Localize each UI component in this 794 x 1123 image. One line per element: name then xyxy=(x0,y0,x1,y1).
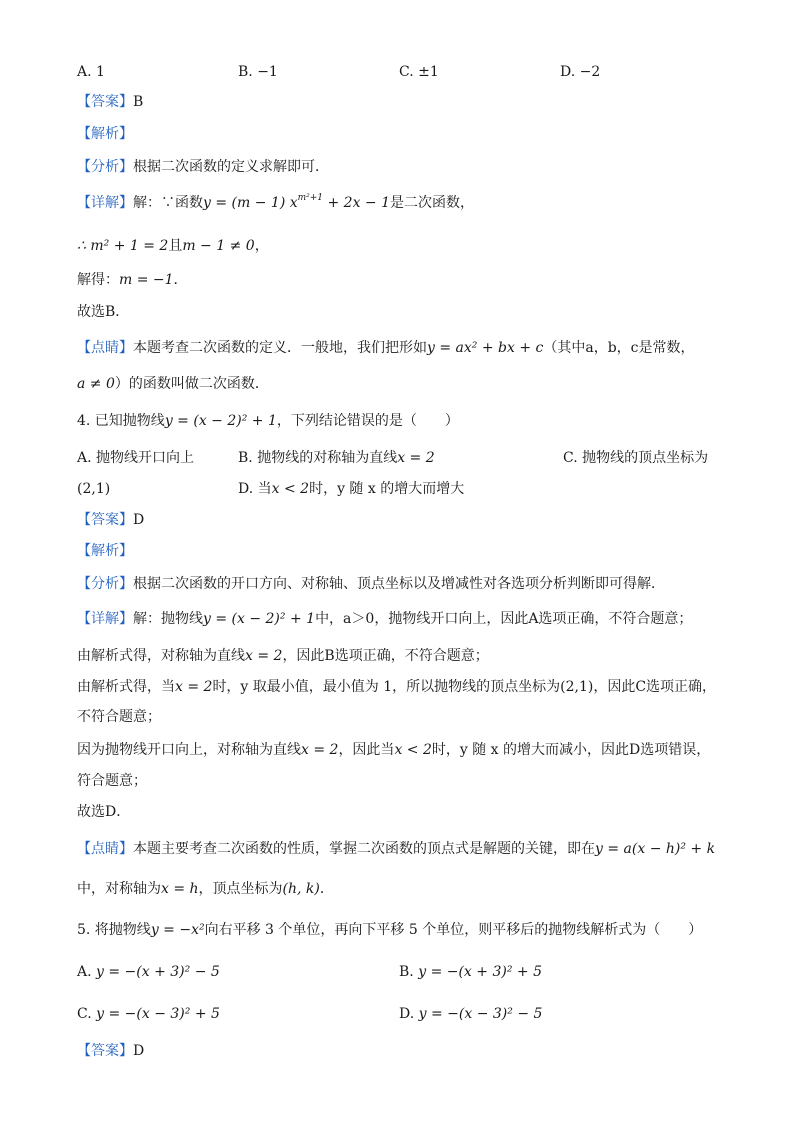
q4-detail-2: 由解析式得，对称轴为直线x = 2，因此B选项正确，不符合题意； xyxy=(77,648,489,664)
q5-option-a: A. y = −(x + 3)² − 5 xyxy=(77,964,220,980)
q3-therefore-line: ∴ m² + 1 = 2且m − 1 ≠ 0， xyxy=(77,238,269,254)
q5-option-c: C. y = −(x − 3)² + 5 xyxy=(77,1006,220,1022)
q4-option-c: C. 抛物线的顶点坐标为 xyxy=(563,450,709,466)
q4-detail-4: 不符合题意； xyxy=(77,709,161,725)
q4-option-c-cont: (2,1) xyxy=(77,481,111,497)
q5-option-b: B. y = −(x + 3)² + 5 xyxy=(399,964,542,980)
q3-fenxi: 【分析】根据二次函数的定义求解即可． xyxy=(77,159,329,175)
q3-solve-line: 解得：m = −1． xyxy=(77,272,188,288)
q4-answer: 【答案】D xyxy=(77,512,145,528)
q4-stem: 4. 已知抛物线y = (x − 2)² + 1，下列结论错误的是（ ） xyxy=(77,413,459,429)
q3-option-b: B. −1 xyxy=(238,64,278,80)
q3-option-a: A. 1 xyxy=(77,64,105,80)
q4-option-a: A. 抛物线开口向上 xyxy=(77,450,195,466)
q4-detail-5: 因为抛物线开口向上，对称轴为直线x = 2，因此当x < 2时，y 随 x 的增大而减小，因此D选项错误， xyxy=(77,742,711,758)
q5-option-d: D. y = −(x − 3)² − 5 xyxy=(399,1006,543,1022)
q4-fenxi: 【分析】根据二次函数的开口方向、对称轴、顶点坐标以及增减性对各选项分析判断即可得解． xyxy=(77,576,665,592)
q4-dianjing: 【点睛】本题主要考查二次函数的性质，掌握二次函数的顶点式是解题的关键，即在y = a(x − h)² + k xyxy=(77,841,716,857)
q4-dianjing-cont: 中，对称轴为x = h，顶点坐标为(h, k)． xyxy=(77,881,334,897)
q3-option-d: D. −2 xyxy=(560,64,601,80)
q5-stem: 5. 将抛物线y = −x²向右平移 3 个单位，再向下平移 5 个单位，则平移后的抛物线解析式为（ ） xyxy=(77,922,703,938)
q3-option-c: C. ±1 xyxy=(399,64,439,80)
q3-analysis-heading: 【解析】 xyxy=(77,126,133,142)
q3-dianjing: 【点睛】本题考查二次函数的定义．一般地，我们把形如y = ax² + bx + c（其中a，b，c是常数， xyxy=(77,340,695,356)
q4-option-b: B. 抛物线的对称轴为直线x = 2 xyxy=(238,450,435,466)
q5-answer: 【答案】D xyxy=(77,1043,145,1059)
q3-answer: 【答案】B xyxy=(77,94,144,110)
q4-detail-3: 由解析式得，当x = 2时，y 取最小值，最小值为 1，所以抛物线的顶点坐标为(2,1)，因此C选项正确， xyxy=(77,679,717,695)
q4-analysis-heading: 【解析】 xyxy=(77,543,133,559)
q3-dianjing-cont: a ≠ 0）的函数叫做二次函数． xyxy=(77,376,269,392)
q4-option-d: D. 当x < 2时，y 随 x 的增大而增大 xyxy=(238,481,465,497)
q4-detail-6: 符合题意； xyxy=(77,773,147,789)
q4-detail-7: 故选D． xyxy=(77,804,131,820)
q3-detail: 【详解】解：∵函数y = (m − 1) $x^{m^2+1} + 2x - 1$是二次函数， xyxy=(77,193,475,211)
q3-choose-line: 故选B． xyxy=(77,304,130,320)
q4-detail-1: 【详解】解：抛物线y = (x − 2)² + 1中，a＞0，抛物线开口向上，因此A选项正确，不符合题意； xyxy=(77,611,693,627)
